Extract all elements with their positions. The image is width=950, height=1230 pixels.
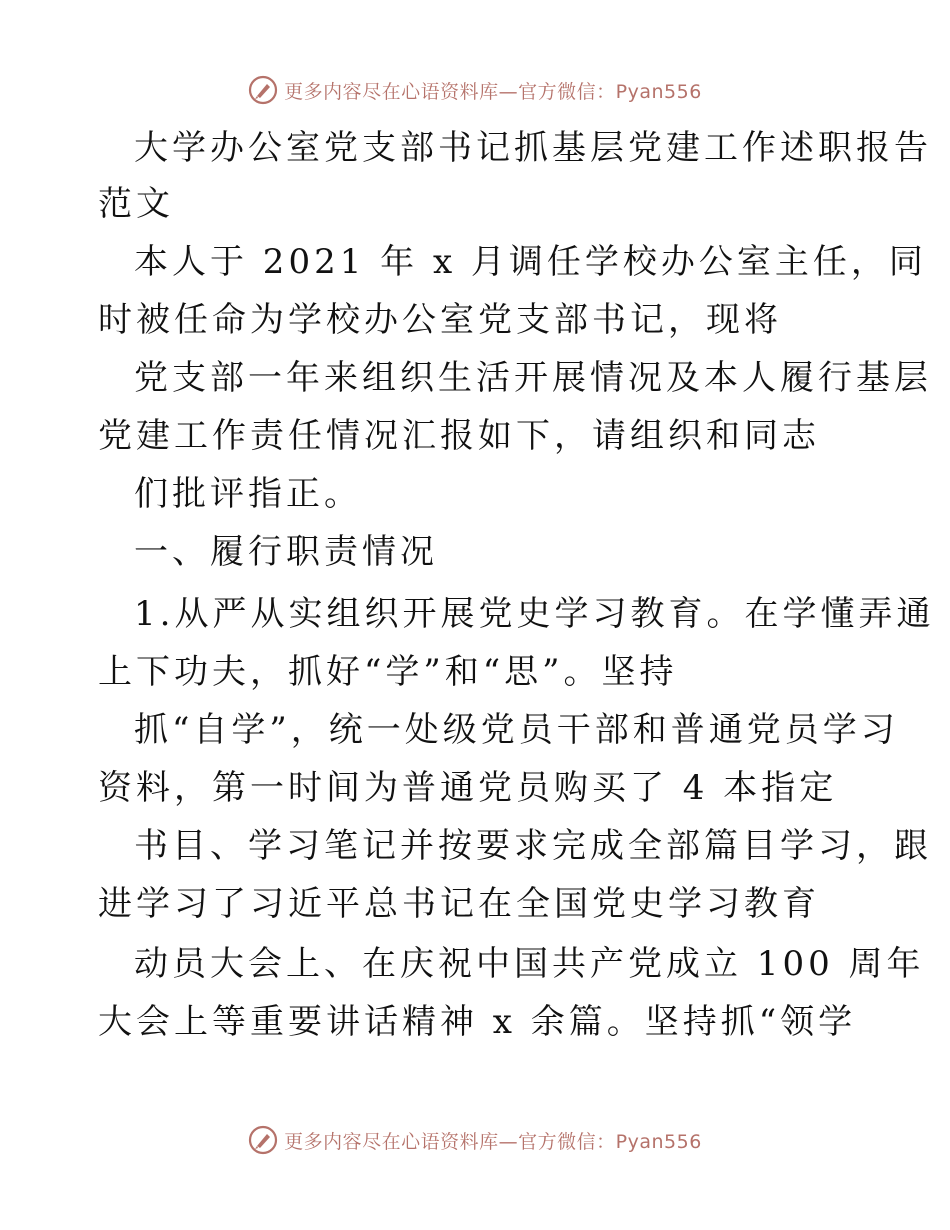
watermark-text: 更多内容尽在心语资料库—官方微信：Pyan556 xyxy=(284,80,702,103)
doc-title-line-2: 范文 xyxy=(98,184,174,224)
paragraph-line: 1.从严从实组织开展党史学习教育。在学懂弄通 xyxy=(134,594,935,634)
paragraph-line: 上下功夫，抓好“学”和“思”。坚持 xyxy=(98,652,678,692)
paragraph-line: 时被任命为学校办公室党支部书记，现将 xyxy=(98,300,782,340)
paragraph-line: 本人于 2021 年 x 月调任学校办公室主任，同 xyxy=(134,242,927,282)
paragraph-line: 抓“自学”，统一处级党员干部和普通党员学习 xyxy=(134,710,899,750)
pen-nib-logo-icon xyxy=(248,1125,278,1155)
paragraph-line: 动员大会上、在庆祝中国共产党成立 100 周年 xyxy=(134,944,925,984)
paragraph-line: 们批评指正。 xyxy=(134,474,362,514)
paragraph-line: 进学习了习近平总书记在全国党史学习教育 xyxy=(98,884,820,924)
paragraph-line: 资料，第一时间为普通党员购买了 4 本指定 xyxy=(98,768,838,808)
watermark-text: 更多内容尽在心语资料库—官方微信：Pyan556 xyxy=(284,1130,702,1153)
paragraph-line: 党建工作责任情况汇报如下，请组织和同志 xyxy=(98,416,820,456)
paragraph-line: 大会上等重要讲话精神 x 余篇。坚持抓“领学 xyxy=(98,1002,857,1042)
watermark-footer xyxy=(0,1122,950,1158)
paragraph-line: 党支部一年来组织生活开展情况及本人履行基层 xyxy=(134,358,932,398)
section-heading: 一、履行职责情况 xyxy=(134,532,438,572)
doc-title-line-1: 大学办公室党支部书记抓基层党建工作述职报告 xyxy=(134,128,932,168)
pen-nib-logo-icon xyxy=(248,75,278,105)
watermark-header xyxy=(0,72,950,108)
paragraph-line: 书目、学习笔记并按要求完成全部篇目学习，跟 xyxy=(134,826,932,866)
